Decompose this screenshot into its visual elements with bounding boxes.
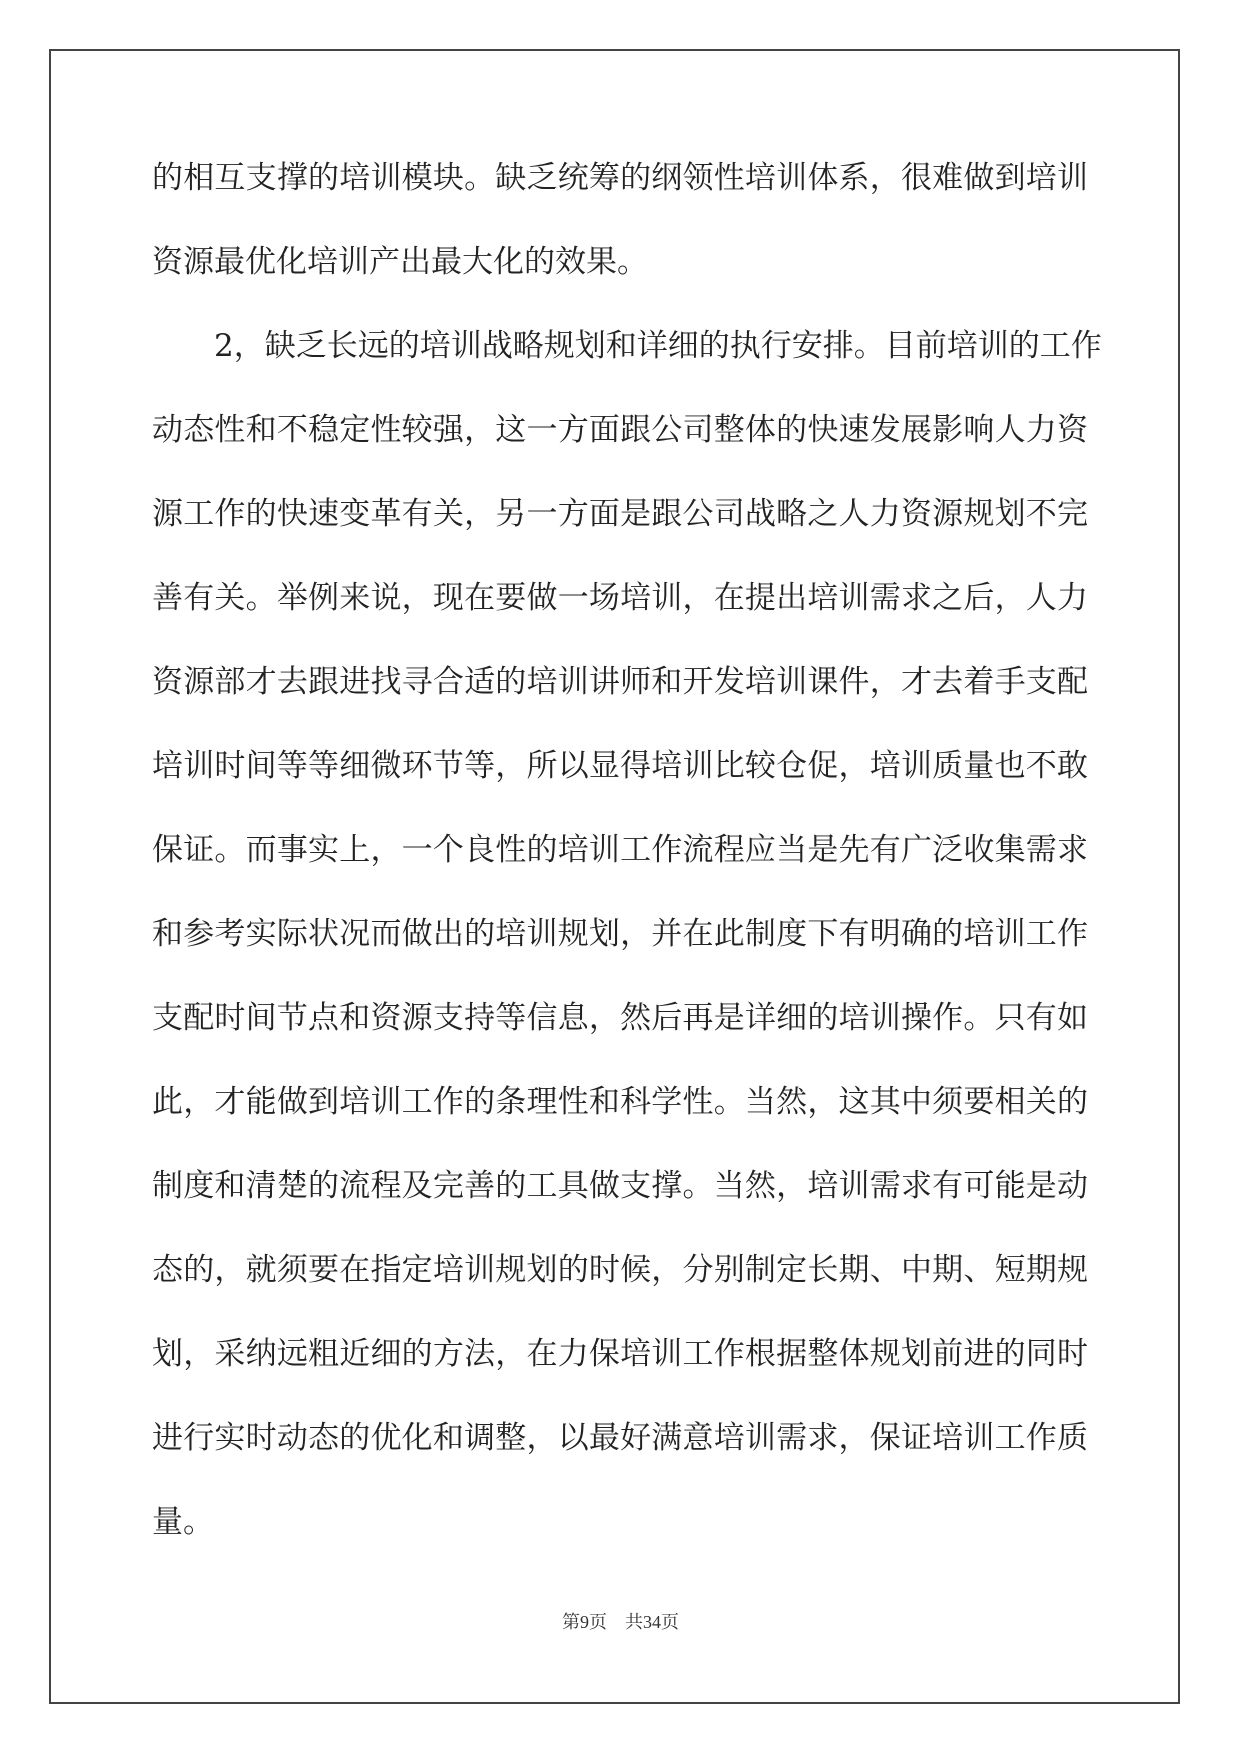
text-line: 划，采纳远粗近细的方法，在力保培训工作根据整体规划前进的同时: [152, 1336, 1088, 1372]
text-line: 态的，就须要在指定培训规划的时候，分别制定长期、中期、短期规: [152, 1252, 1088, 1288]
text-line: 量。: [152, 1504, 214, 1540]
page-prefix: 第: [562, 1612, 580, 1632]
page-footer: [0, 1608, 1241, 1634]
text-line: 此，才能做到培训工作的条理性和科学性。当然，这其中须要相关的: [152, 1084, 1088, 1120]
document-body: [152, 159, 1102, 1587]
text-line: 制度和清楚的流程及完善的工具做支撑。当然，培训需求有可能是动: [152, 1168, 1088, 1204]
text-line: 的相互支撑的培训模块。缺乏统筹的纲领性培训体系，很难做到培训: [152, 160, 1088, 196]
text-line: 2，缺乏长远的培训战略规划和详细的执行安排。目前培训的工作: [214, 328, 1102, 364]
text-line: 动态性和不稳定性较强，这一方面跟公司整体的快速发展影响人力资: [152, 412, 1088, 448]
total-suffix: 页: [661, 1612, 679, 1632]
page-number: 9: [580, 1612, 589, 1632]
text-line: 资源最优化培训产出最大化的效果。: [152, 244, 648, 280]
total-pages: 34: [643, 1612, 661, 1632]
text-line: 善有关。举例来说，现在要做一场培训，在提出培训需求之后，人力: [152, 580, 1088, 616]
total-prefix: 共: [625, 1612, 643, 1632]
text-line: 保证。而事实上，一个良性的培训工作流程应当是先有广泛收集需求: [152, 832, 1088, 868]
text-line: 源工作的快速变革有关，另一方面是跟公司战略之人力资源规划不完: [152, 496, 1088, 532]
text-line: 和参考实际状况而做出的培训规划，并在此制度下有明确的培训工作: [152, 916, 1088, 952]
text-line: 进行实时动态的优化和调整，以最好满意培训需求，保证培训工作质: [152, 1420, 1088, 1456]
text-line: 培训时间等等细微环节等，所以显得培训比较仓促，培训质量也不敢: [152, 748, 1088, 784]
page-suffix: 页: [589, 1612, 607, 1632]
text-line: 支配时间节点和资源支持等信息，然后再是详细的培训操作。只有如: [152, 1000, 1088, 1036]
text-line: 资源部才去跟进找寻合适的培训讲师和开发培训课件，才去着手支配: [152, 664, 1088, 700]
